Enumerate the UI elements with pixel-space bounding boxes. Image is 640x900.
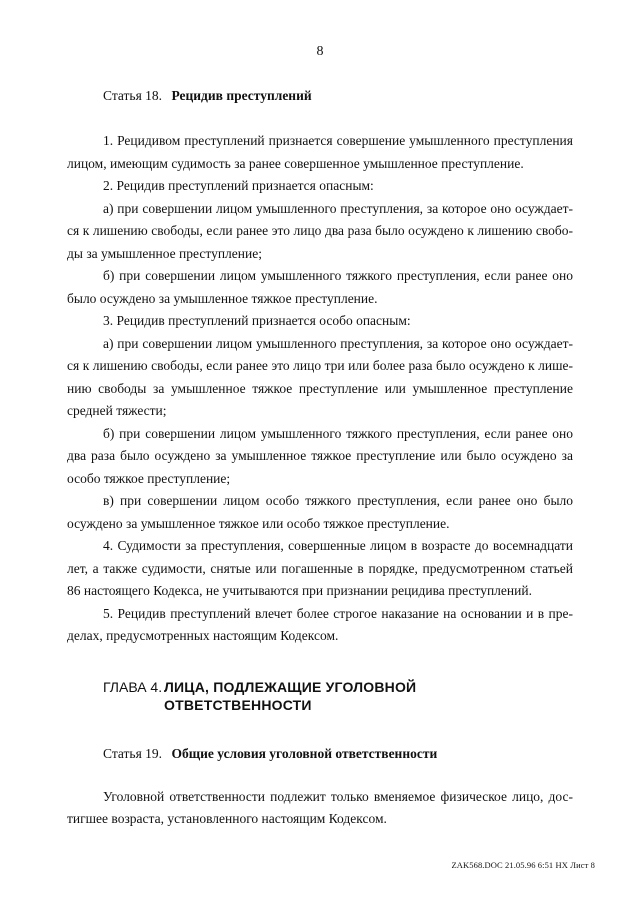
paragraph — [67, 265, 573, 310]
paragraph-line: ся к лишению свободы, если ранее это лицо три или более раза было осуждено к лише- — [67, 358, 573, 373]
paragraph-line: б) при совершении лицом умышленного тяжкого преступления, если ранее оно — [103, 425, 573, 441]
document-footer: ZAK568.DOC 21.05.96 6:51 HX Лист 8 — [451, 860, 595, 870]
paragraph — [67, 310, 573, 333]
chapter-4-title-line2: ОТВЕТСТВЕННОСТИ — [164, 696, 312, 713]
paragraph-line: 1. Рецидивом преступлений признается совершение умышленного преступления — [103, 133, 573, 148]
paragraph-line: б) при совершении лицом умышленного тяжкого преступления, если ранее оно — [103, 268, 573, 283]
article-19-number: Статья 19. — [103, 745, 163, 761]
paragraph-line: лет, а также судимости, снятые или погашенные в порядке, предусмотренном статьей — [67, 560, 573, 576]
chapter-4-heading — [67, 678, 573, 714]
paragraph — [67, 535, 573, 603]
paragraph-line: а) при совершении лицом умышленного преступления, за которое оно осуждает- — [103, 335, 573, 351]
paragraph-line: было осуждено за умышленное тяжкое преступление. — [67, 290, 378, 306]
paragraph — [67, 490, 573, 535]
paragraph-line: нию свободы за умышленное тяжкое преступление или умышленное преступление — [67, 380, 573, 396]
paragraph-line: в) при совершении лицом особо тяжкого преступления, если ранее оно было — [103, 493, 573, 508]
article-18-body — [67, 130, 573, 648]
paragraph — [67, 603, 573, 648]
paragraph — [67, 423, 573, 491]
paragraph — [67, 786, 573, 831]
paragraph-line: ды за умышленное преступление; — [67, 245, 262, 261]
paragraph — [67, 130, 573, 175]
paragraph-line: 4. Судимости за преступления, совершенные лицом в возрасте до восемнадцати — [103, 538, 573, 553]
paragraph — [67, 175, 573, 198]
paragraph-line: два раза было осуждено за умышленное тяжкое преступление или было осуждено за — [67, 448, 573, 463]
chapter-4-title-line1: ЛИЦА, ПОДЛЕЖАЩИЕ УГОЛОВНОЙ — [164, 678, 417, 695]
article-18-number: Статья 18. — [103, 88, 163, 103]
article-19-heading — [67, 744, 573, 764]
paragraph-line: тигшее возраста, установленного настоящим Кодексом. — [67, 811, 387, 826]
article-19-body — [67, 786, 573, 831]
article-18-heading — [67, 86, 573, 106]
paragraph-line: Уголовной ответственности подлежит только вменяемое физическое лицо, дос- — [103, 788, 573, 804]
paragraph-line: 5. Рецидив преступлений влечет более строгое наказание на основании и в пре- — [103, 605, 573, 621]
paragraph-line: 2. Рецидив преступлений признается опасным: — [103, 178, 374, 193]
paragraph-line: лицом, имеющим судимость за ранее совершенное умышленное преступление. — [67, 155, 524, 171]
paragraph-line: ся к лишению свободы, если ранее это лицо два раза было осуждено к лишению свобо- — [67, 223, 573, 238]
article-18-title: Рецидив преступлений — [171, 88, 312, 103]
paragraph-line: а) при совершении лицом умышленного преступления, за которое оно осуждает- — [103, 200, 573, 216]
paragraph-line: делах, предусмотренных настоящим Кодексом. — [67, 628, 339, 643]
paragraph-line: 86 настоящего Кодекса, не учитываются при признании рецидива преступлений. — [67, 583, 532, 598]
paragraph-line: особо тяжкое преступление; — [67, 470, 231, 486]
paragraph-line: средней тяжести; — [67, 403, 167, 418]
document-body — [67, 78, 573, 831]
paragraph-line: 3. Рецидив преступлений признается особо опасным: — [103, 313, 411, 328]
page-number: 8 — [316, 44, 324, 59]
paragraph — [67, 198, 573, 266]
paragraph — [67, 333, 573, 423]
chapter-4-number: ГЛАВА 4. — [103, 678, 163, 695]
paragraph-line: осуждено за умышленное тяжкое или особо тяжкое преступление. — [67, 515, 450, 531]
article-19-title: Общие условия уголовной ответственности — [171, 745, 438, 761]
